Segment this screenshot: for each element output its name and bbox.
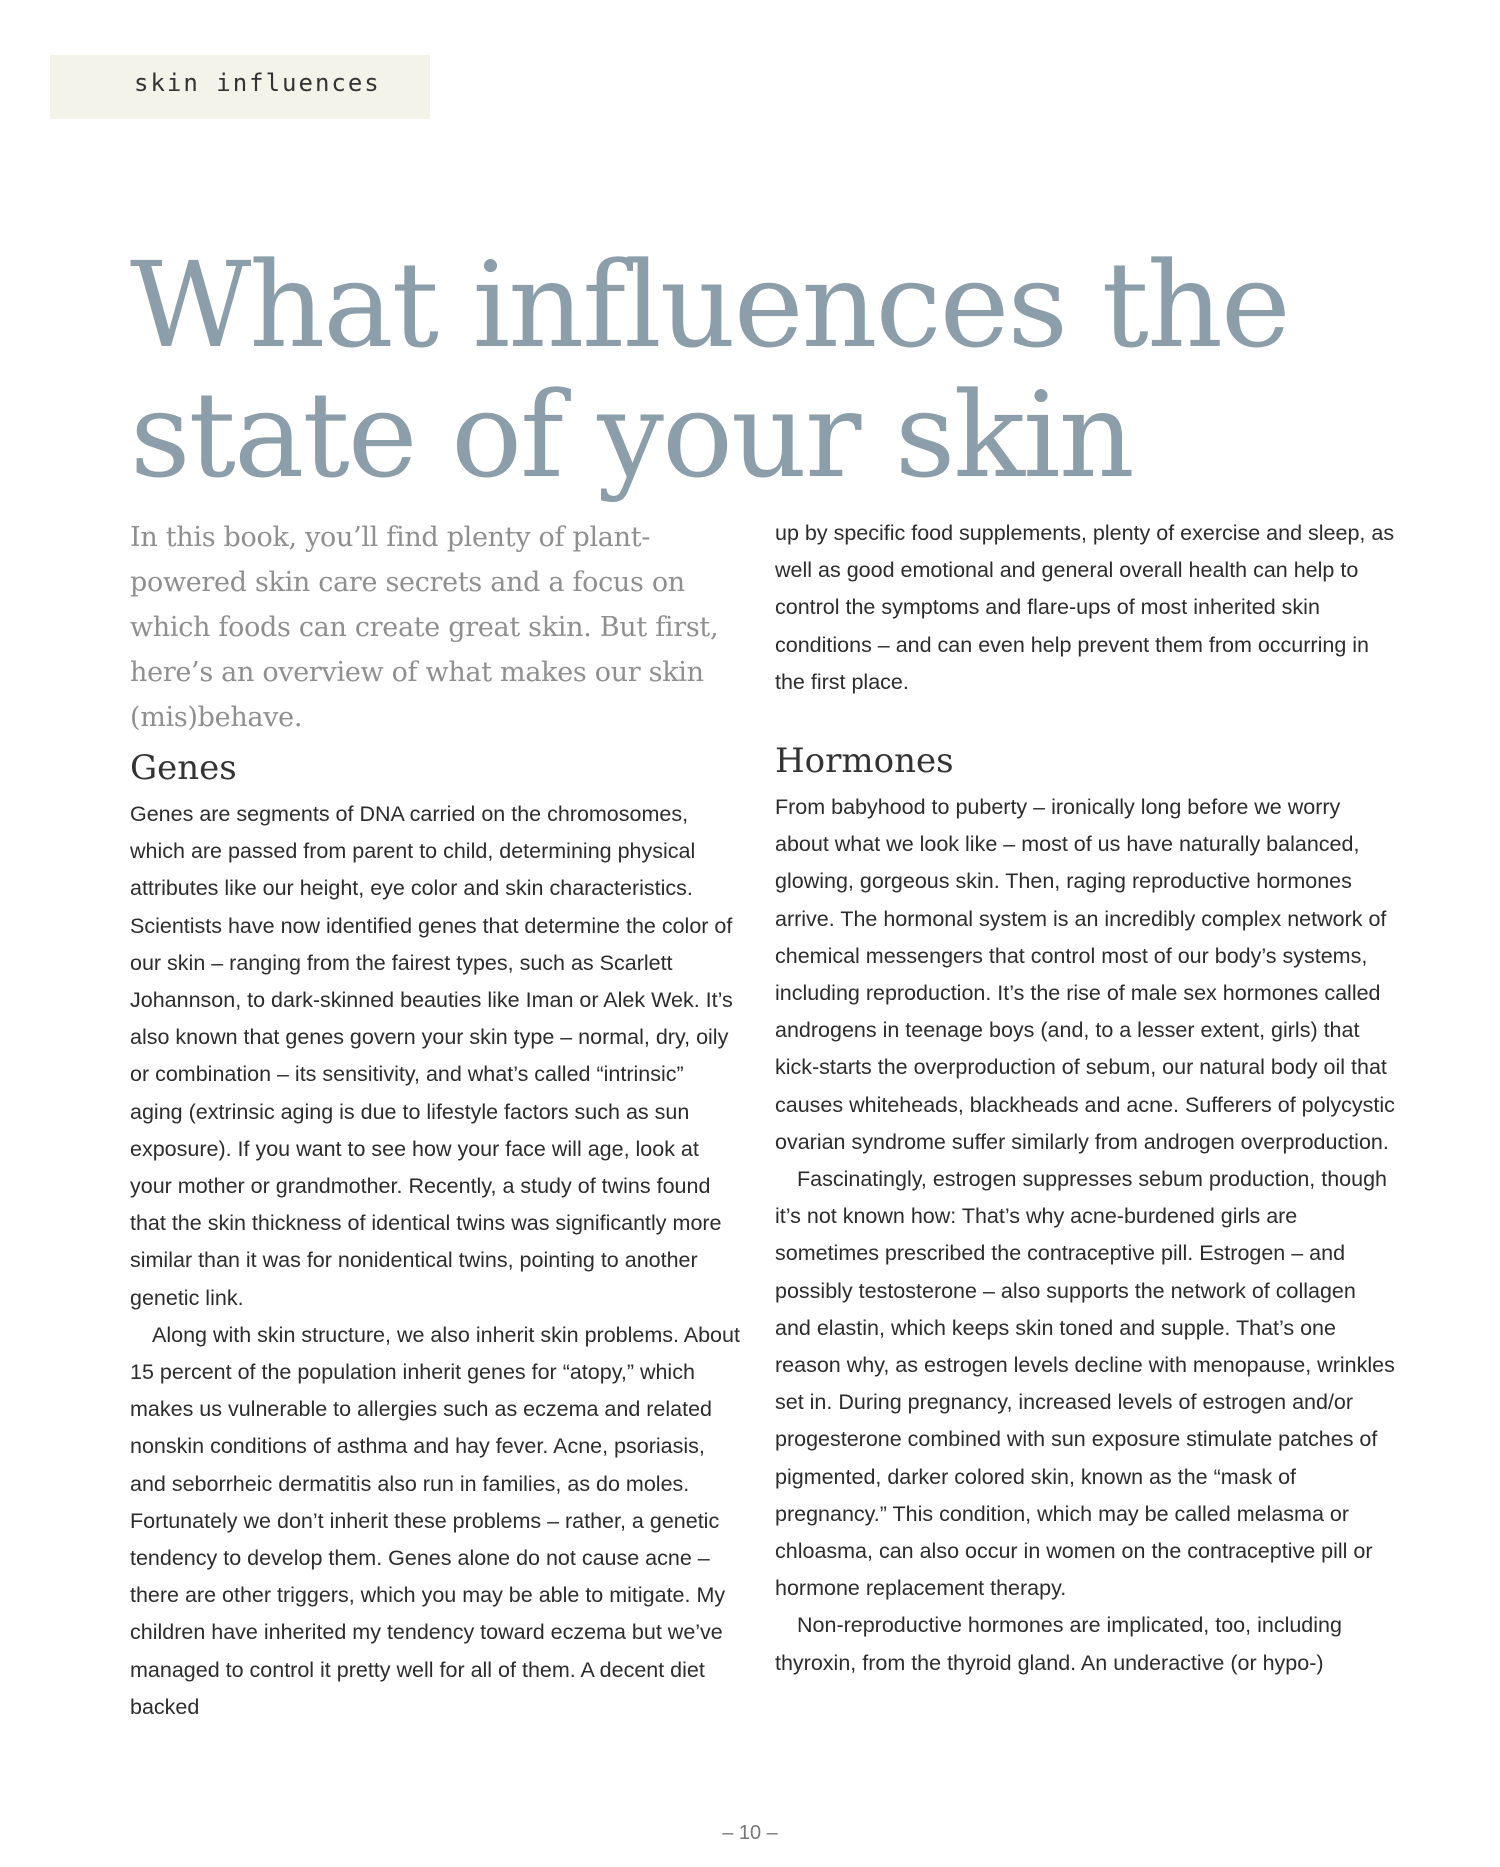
hormones-paragraph-1: From babyhood to puberty – ironically long before we worry about what we look like – most of us have naturally balanced, glowing, gorgeous skin. Then, raging reproductive hormones arrive. The hormonal system is an incredibly complex network of chemical messengers that control most of our body’s systems, including reproduction. It’s the rise of male sex hormones called androgens in teenage boys (and, to a lesser extent, girls) that kick-starts the overproduction of sebum, our natural body oil that causes whiteheads, blackheads and acne. Sufferers of polycystic ovarian syndrome suffer similarly from androgen overproduction. [775,795,1395,1154]
genes-paragraph-continued: up by specific food supplements, plenty of exercise and sleep, as well as good emotional and general overall health can help to control the symptoms and flare-ups of most inherited skin conditions – and can even help prevent them from occurring in the first place. [775,521,1395,694]
page-number: – 10 – [722,1822,778,1844]
right-column [775,515,1395,1682]
genes-paragraph-2: Along with skin structure, we also inherit skin problems. About 15 percent of the population inherit genes for “atopy,” which makes us vulnerable to allergies such as eczema and related nonskin conditions of asthma and hay fever. Acne, psoriasis, and seborrheic dermatitis also run in families, as do moles. Fortunately we don’t inherit these problems – rather, a genetic tendency to develop them. Genes alone do not cause acne – there are other triggers, which you may be able to mitigate. My children have inherited my tendency toward eczema but we’ve managed to control it pretty well for all of them. A decent diet backed [130,1322,740,1719]
hormones-paragraph-3: Non-reproductive hormones are implicated, too, including thyroxin, from the thyroid gland. An underactive (or hypo-) [775,1613,1342,1675]
genes-heading: Genes [130,748,237,788]
page-title: What influences the state of your skin [130,236,1289,504]
left-column [130,515,740,1726]
section-tab [50,55,430,119]
hormones-heading: Hormones [775,741,954,782]
section-label: skin influences [134,69,381,97]
hormones-paragraph-2: Fascinatingly, estrogen suppresses sebum production, though it’s not known how: That’s why acne-burdened girls are sometimes prescribed the contraceptive pill. Estrogen – and possibly testosterone – also supports the network of collagen and elastin, which keeps skin toned and supple. That’s one reason why, as estrogen levels decline with menopause, wrinkles set in. During pregnancy, increased levels of estrogen and/or progesterone combined with sun exposure stimulate patches of pigmented, darker colored skin, known as the “mask of pregnancy.” This condition, which may be called melasma or chloasma, can also occur in women on the contraceptive pill or hormone replacement therapy. [775,1167,1395,1601]
genes-paragraph-1: Genes are segments of DNA carried on the chromosomes, which are passed from parent to child, determining physical attributes like our height, eye color and skin characteristics. Scientists have now identified genes that determine the color of our skin – ranging from the fairest types, such as Scarlett Johannson, to dark-skinned beauties like Iman or Alek Wek. It’s also known that genes govern your skin type – normal, dry, oily or combination – its sensitivity, and what’s called “intrinsic” aging (extrinsic aging is due to lifestyle factors such as sun exposure). If you want to see how your face will age, look at your mother or grandmother. Recently, a study of twins found that the skin thickness of identical twins was significantly more similar than it was for nonidentical twins, pointing to another genetic link. [130,802,733,1310]
intro-paragraph: In this book, you’ll find plenty of plant-powered skin care secrets and a focus on which foods can create great skin. But first, here’s an overview of what makes our skin (mis)behave. [130,522,719,733]
